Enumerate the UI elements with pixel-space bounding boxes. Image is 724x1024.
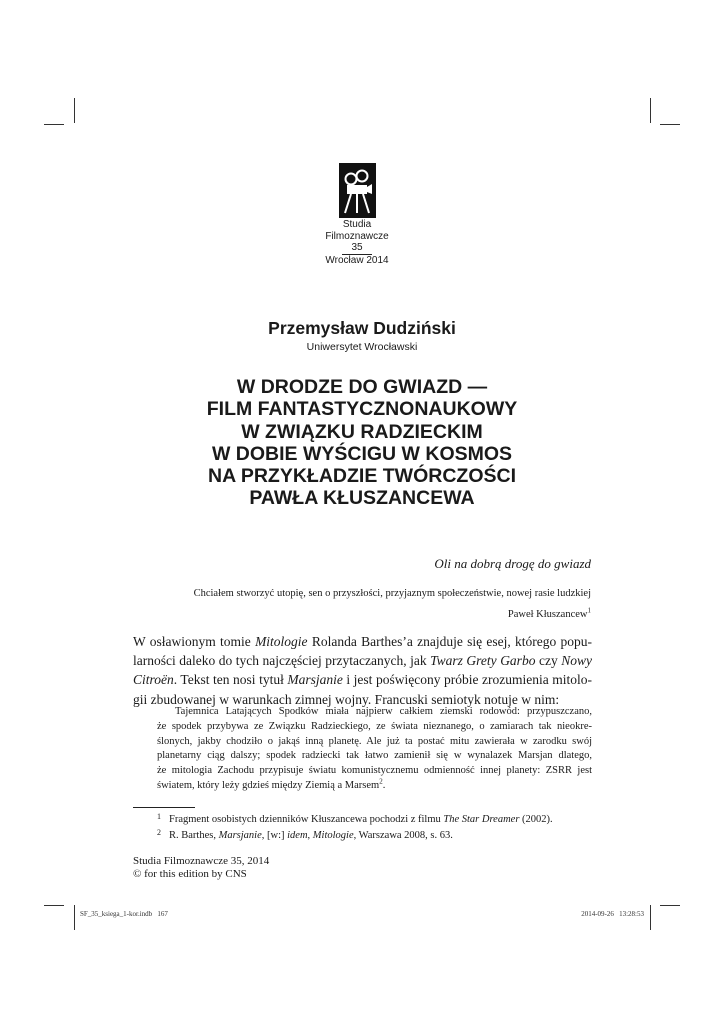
text-run: Fragment osobistych dzienników Kłuszancewa pochodzi z filmu — [169, 814, 444, 825]
quote-line: ślonych, jakby chodziło o jakąś inną planetę. Ale już ta postać mitu zawierała w zarodku swój — [157, 735, 592, 747]
body-line: gii zbudowanej w warunkach zimnej wojny. Francuski semiotyk notuje w nim: — [133, 691, 560, 707]
footnote-text — [169, 828, 453, 844]
masthead-line: Studia — [342, 219, 372, 230]
block-quote — [157, 705, 592, 794]
print-slug-timestamp: 2014-09-26 13:28:53 — [581, 910, 644, 918]
text-run: W osławionym tomie — [133, 634, 256, 649]
footnote — [157, 812, 592, 828]
crop-mark — [74, 98, 75, 123]
masthead-volume: 35 — [351, 242, 363, 253]
italic-title: Mitologie — [312, 830, 354, 841]
italic-title: Citroën — [133, 672, 174, 688]
footnote-number: 1 — [157, 812, 161, 821]
crop-mark — [44, 124, 64, 125]
epigraph-author-name: Paweł Kłuszancew — [507, 609, 588, 620]
journal-masthead — [290, 219, 424, 266]
footnotes — [157, 812, 592, 844]
italic-title: Marsjanie — [287, 672, 343, 688]
epigraph-text: Chciałem stworzyć utopię, sen o przyszłości, przyjaznym społeczeństwie, nowej rasie ludzkiej — [193, 588, 591, 599]
author-name: Przemysław Dudziński — [268, 318, 456, 338]
text-run: czy — [535, 653, 562, 669]
italic-title: Marsjanie — [218, 830, 262, 841]
title-line: NA PRZYKŁADZIE TWÓRCZOŚCI — [207, 465, 516, 488]
footnote-separator — [133, 807, 195, 808]
epigraph-author — [507, 606, 591, 620]
title-line: W DOBIE WYŚCIGU W KOSMOS — [211, 442, 513, 465]
article-title — [100, 376, 624, 510]
text-run: Rolanda Barthes’a znajduje się esej, którego popu- — [307, 634, 592, 649]
journal-line: Studia Filmoznawcze 35, 2014 — [133, 855, 270, 867]
quote-line: planetarny ciąg dalszy; spodek radziecki tak łatwo zamienił się w wynalazek Marsjan dlatego, — [157, 750, 592, 762]
body-line — [133, 632, 592, 651]
quote-line: światem, który leży gdzieś między Ziemią a Marsem$^2$. — [157, 777, 386, 791]
quote-last-text: światem, który leży gdzieś między Ziemią a Marsem — [157, 779, 380, 791]
dedication-motto: Oli na dobrą drogę do gwiazd — [434, 556, 591, 571]
body-line — [133, 670, 592, 689]
italic-title: Nowy — [561, 653, 592, 669]
footnote-ref: 2 — [379, 777, 383, 786]
footnote-number: 2 — [157, 828, 161, 837]
quote-line: Tajemnica Latających Spodków miała najpierw całkiem ziemski rodowód: przypuszczano, — [175, 706, 592, 717]
italic-title: Twarz Grety Garbo — [430, 653, 536, 669]
body-paragraph — [133, 632, 592, 709]
text-run: , — [307, 830, 313, 841]
italic-title: Mitologie — [255, 634, 308, 649]
italic-title: idem — [287, 830, 308, 841]
title-line: FILM FANTASTYCZNONAUKOWY — [206, 398, 518, 421]
masthead-line: Filmoznawcze — [325, 230, 389, 242]
journal-info — [133, 855, 269, 881]
crop-mark — [44, 905, 64, 906]
quote-line: że spodek przybywa ze Związku Radzieckiego, ze świata nieznanego, o zamiarach tak nieokre- — [157, 720, 592, 732]
italic-title: The Star Dreamer — [443, 814, 520, 825]
title-line: PAWŁA KŁUSZANCEWA — [249, 487, 475, 510]
copyright-line: © for this edition by CNS — [133, 868, 247, 880]
journal-logo — [339, 163, 376, 218]
text-run: , [w:] — [261, 830, 288, 841]
text-run: (2002). — [519, 814, 553, 825]
crop-mark — [660, 905, 680, 906]
footnote-text — [169, 812, 553, 828]
footnote-ref: 1 — [587, 606, 591, 615]
text-run: larności daleko do tych najczęściej przytaczanych, jak — [133, 653, 431, 669]
quote-line: że mitologia Zachodu przypisuje światu komunistycznemu odmienność innej planety: ZSRR jest — [157, 765, 592, 777]
crop-mark — [660, 124, 680, 125]
title-line: W ZWIĄZKU RADZIECKIM — [241, 420, 483, 443]
crop-mark — [74, 905, 75, 930]
text-run: , Warszawa 2008, s. 63. — [353, 830, 453, 841]
author-affiliation: Uniwersytet Wrocławski — [306, 341, 418, 353]
title-line: W DRODZE DO GWIAZD — — [236, 376, 488, 398]
crop-mark — [650, 905, 651, 930]
footnote — [157, 828, 592, 844]
text-run: R. Barthes, — [169, 830, 219, 841]
masthead-place-year: Wrocław 2014 — [325, 254, 389, 266]
crop-mark — [650, 98, 651, 123]
text-run: i jest poświęcony próbie zrozumienia mitolo- — [342, 672, 592, 688]
text-run: . Tekst ten nosi tytuł — [173, 672, 288, 688]
body-line — [133, 651, 592, 670]
print-slug-file: SF_35_ksiega_1-kor.indb 167 — [80, 910, 168, 918]
